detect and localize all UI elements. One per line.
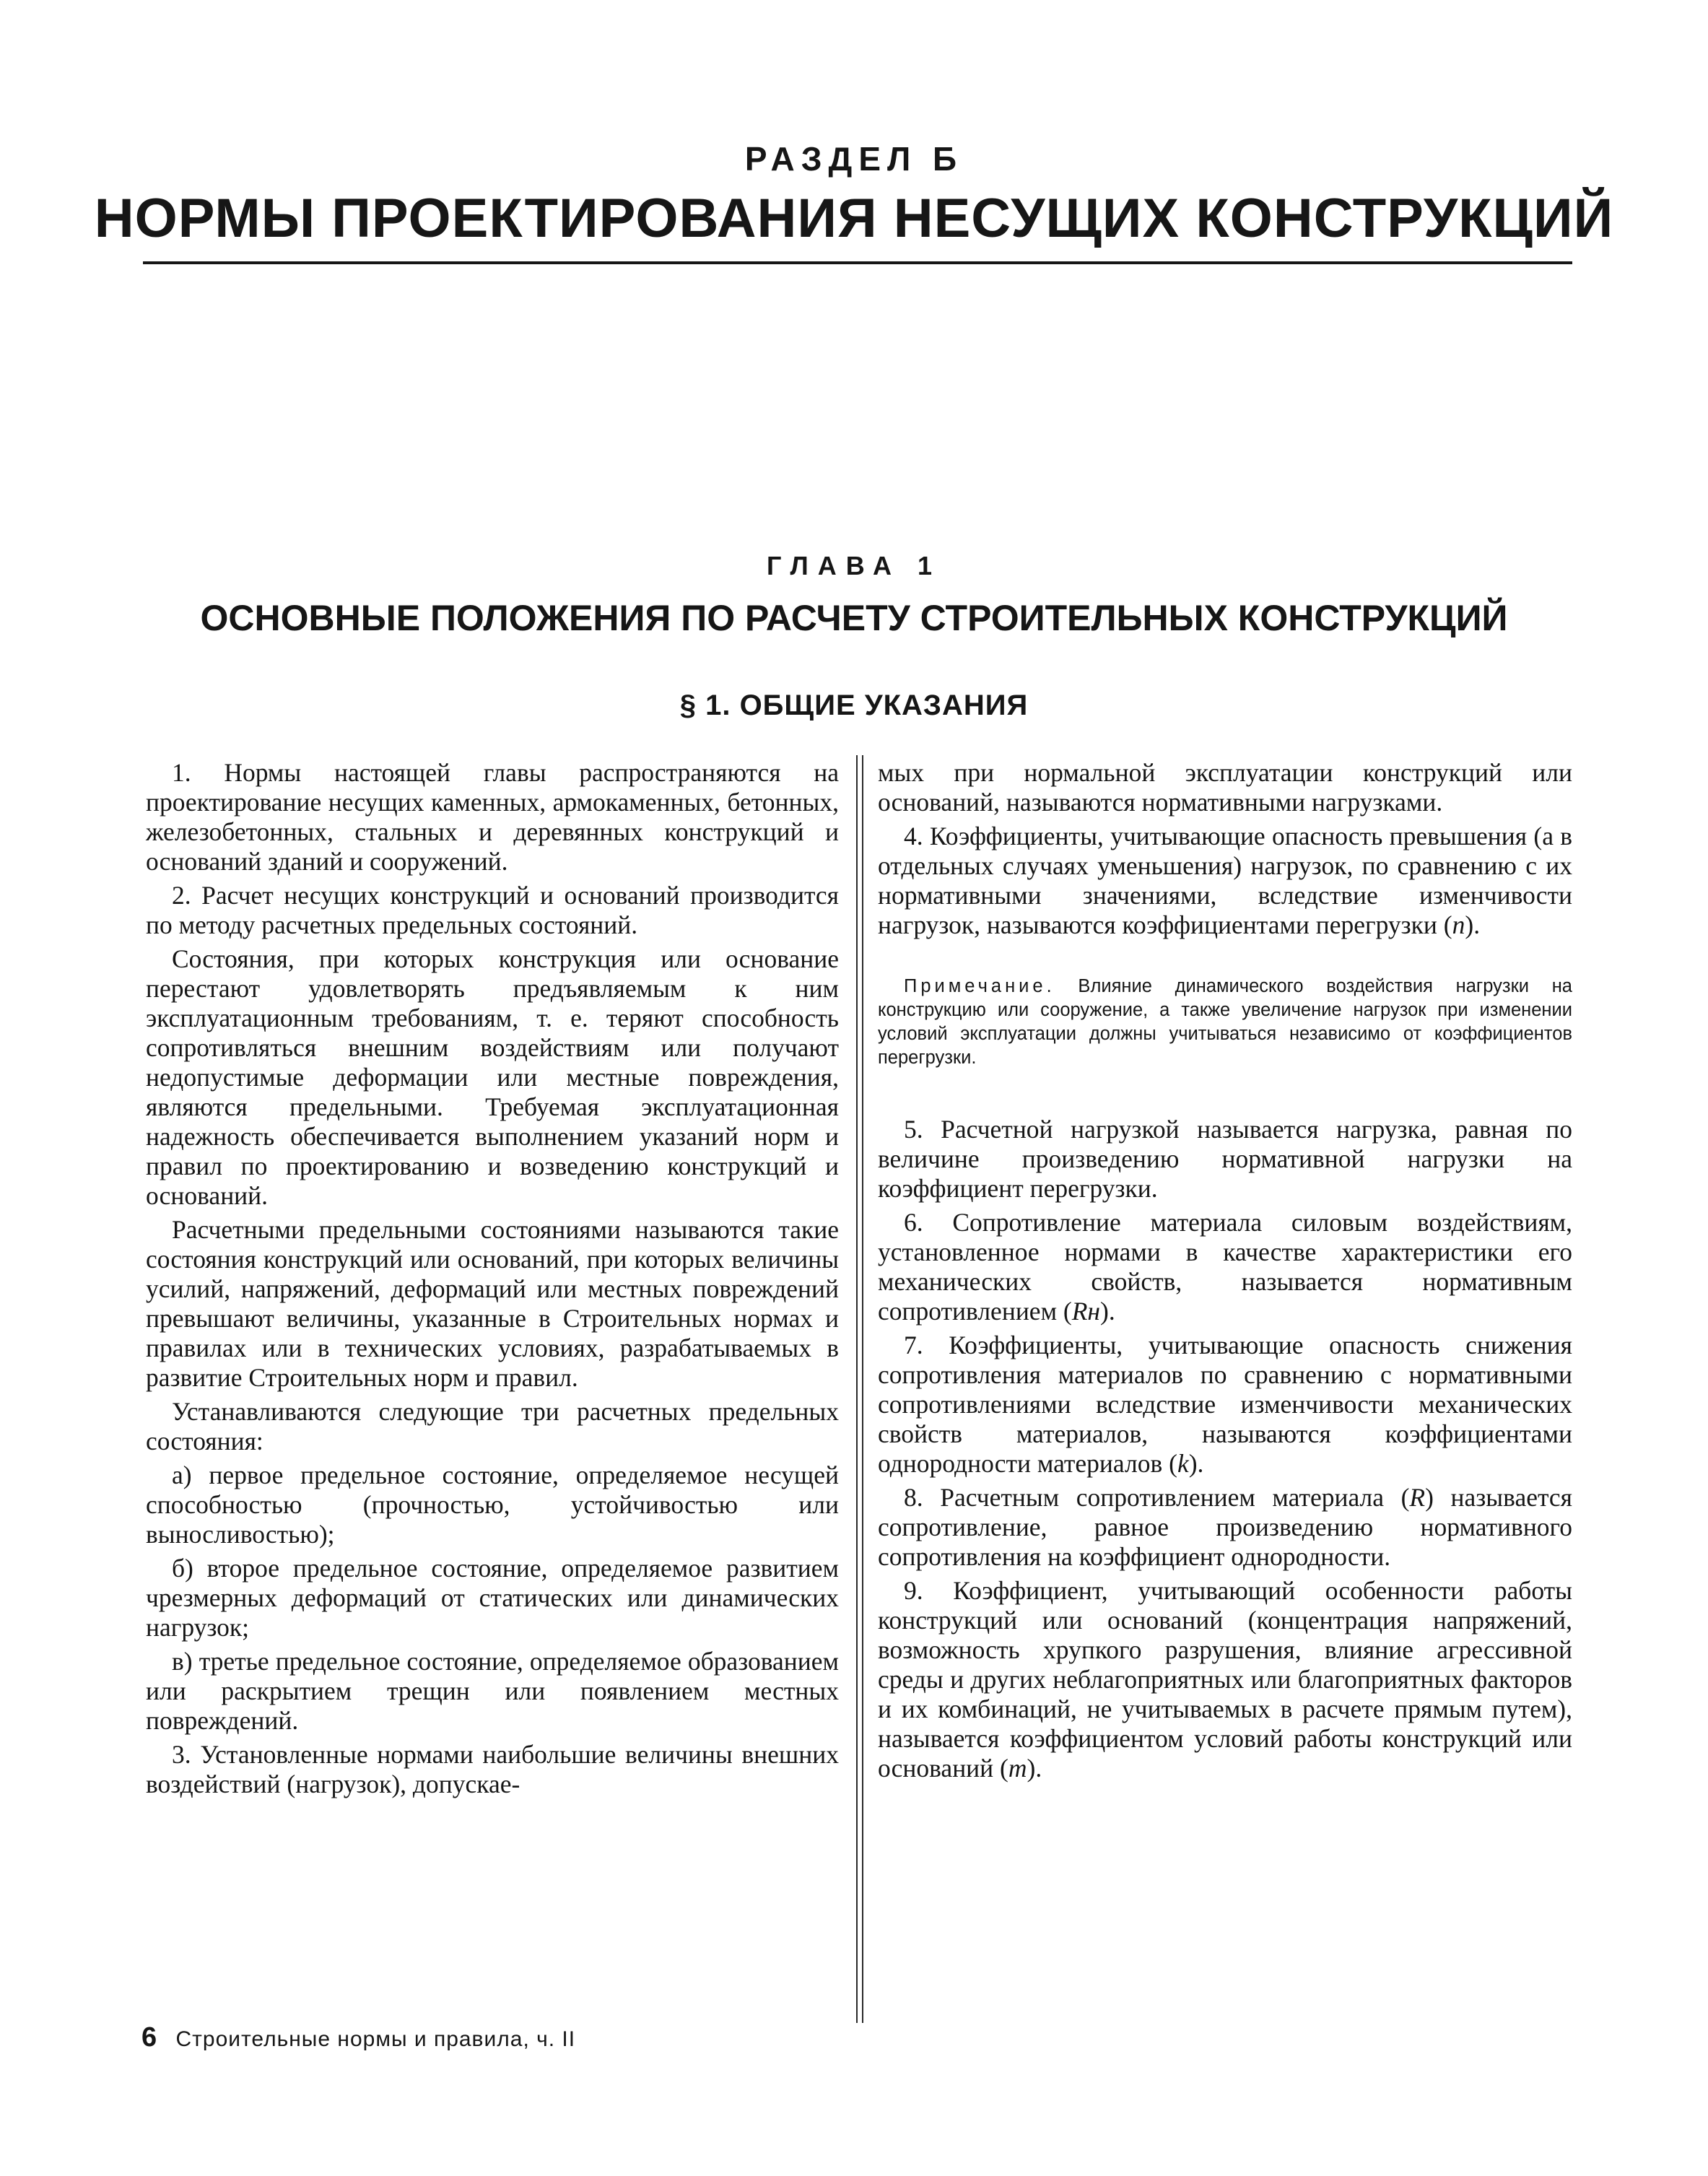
chapter-title: ОСНОВНЫЕ ПОЛОЖЕНИЯ ПО РАСЧЕТУ СТРОИТЕЛЬНЫХ КОНСТРУКЦИЙ	[200, 598, 1508, 638]
page-number: 6	[141, 2022, 157, 2053]
section-title: НОРМЫ ПРОЕКТИРОВАНИЯ НЕСУЩИХ КОНСТРУКЦИЙ	[94, 188, 1614, 249]
left-column	[146, 758, 839, 1803]
symbol-r: R	[1409, 1483, 1426, 1512]
note	[878, 975, 1572, 1070]
clause-4-text: 4. Коэффициенты, учитывающие опасность превышения (а в отдельных случаях уменьшения) нагрузок, по сравнению с их нормативными значениями, вследствие изменчивости нагрузок, называются коэффициентами перегрузки (	[878, 822, 1572, 939]
clause-6-text: 6. Сопротивление материала силовым воздействиям, установленное нормами в качестве характеристики его механических свойств, называется нормативным сопротивлением (	[878, 1208, 1572, 1326]
right-column	[878, 758, 1572, 1788]
paragraph-three-states-intro: Устанавливаются следующие три расчетных предельных состояния:	[146, 1397, 839, 1455]
section-rule	[143, 261, 1572, 264]
clause-7-end: ).	[1188, 1449, 1204, 1478]
clause-4	[878, 822, 1572, 940]
list-item-c: в) третье предельное состояние, определяемое образованием или раскрытием трещин или появлением местных повреждений.	[146, 1647, 839, 1735]
clause-9-end: ).	[1027, 1754, 1042, 1783]
paragraph-design-limit-states: Расчетными предельными состояниями называются такие состояния конструкций или оснований, при которых величины усилий, напряжений, деформаций или местных повреждений превышают величины, указанные в Строительных нормах и правилах или в технических условиях, разрабатываемых в развитие Строительных норм и правил.	[146, 1215, 839, 1392]
section-label: РАЗДЕЛ Б	[744, 140, 964, 178]
clause-8	[878, 1483, 1572, 1572]
clause-3: 3. Установленные нормами наибольшие величины внешних воздействий (нагрузок), допускае-	[146, 1740, 839, 1798]
clause-9	[878, 1576, 1572, 1783]
symbol-n: n	[1452, 910, 1465, 939]
paragraph-limit-states: Состояния, при которых конструкция или основание перестают удовлетворять предъявляемым к ним эксплуатационным требованиям, т. е. теряют способность сопротивляться внешним воздействиям или получают недопустимые деформации или местные повреждения, являются предельными. Требуемая эксплуатационная надежность обеспечивается выполнением указаний норм и правил по проектированию и возведению конструкций и оснований.	[146, 944, 839, 1210]
paragraph-title: § 1. ОБЩИЕ УКАЗАНИЯ	[679, 689, 1029, 721]
clause-3-continuation: мых при нормальной эксплуатации конструкций или оснований, называются нормативными нагрузками.	[878, 758, 1572, 817]
clause-4-end: ).	[1465, 910, 1481, 939]
clause-8-start: 8. Расчетным сопротивлением материала (	[904, 1483, 1410, 1512]
clause-6-end: ).	[1100, 1297, 1115, 1326]
clause-6	[878, 1208, 1572, 1326]
clause-7-text: 7. Коэффициенты, учитывающие опасность снижения сопротивления материалов по сравнению с нормативными сопротивлениями вследствие изменчивости механических свойств материалов, называются коэффициентами однородности материалов (	[878, 1331, 1572, 1478]
clause-5: 5. Расчетной нагрузкой называется нагрузка, равная по величине произведению нормативной нагрузки на коэффициент перегрузки.	[878, 1115, 1572, 1203]
symbol-m: m	[1008, 1754, 1027, 1783]
clause-9-text: 9. Коэффициент, учитывающий особенности работы конструкций или оснований (концентрация напряжений, возможность хрупкого разрушения, влияние агрессивной среды и других неблагоприятных или благоприятных факторов и их комбинаций, не учитываемых в расчете прямым путем), называется коэффициентом условий работы конструкций или оснований (	[878, 1576, 1572, 1783]
list-item-b: б) второе предельное состояние, определяемое развитием чрезмерных деформаций от статических или динамических нагрузок;	[146, 1554, 839, 1642]
symbol-rn: Rн	[1071, 1297, 1101, 1326]
list-item-a: а) первое предельное состояние, определяемое несущей способностью (прочностью, устойчивостью или выносливостью);	[146, 1461, 839, 1549]
note-label: Примечание.	[904, 976, 1055, 996]
clause-1: 1. Нормы настоящей главы распространяются на проектирование несущих каменных, армокаменных, бетонных, железобетонных, стальных и деревянных конструкций и оснований зданий и сооружений.	[146, 758, 839, 876]
running-footer: Строительные нормы и правила, ч. II	[175, 2027, 576, 2051]
column-divider	[856, 755, 863, 2023]
symbol-k: k	[1177, 1449, 1189, 1478]
clause-7	[878, 1331, 1572, 1479]
note-text: Влияние динамического воздействия нагрузки на конструкцию или сооружение, а также увеличение нагрузок при изменении условий эксплуатации должны учитываться независимо от коэффициентов перегрузки.	[878, 976, 1572, 1068]
clause-8-text: ) называется сопротивление, равное произведению нормативного сопротивления на коэффициент однородности.	[878, 1483, 1572, 1571]
clause-2: 2. Расчет несущих конструкций и оснований производится по методу расчетных предельных состояний.	[146, 881, 839, 939]
chapter-label: ГЛАВА 1	[767, 551, 941, 580]
page-footer	[141, 2023, 575, 2054]
